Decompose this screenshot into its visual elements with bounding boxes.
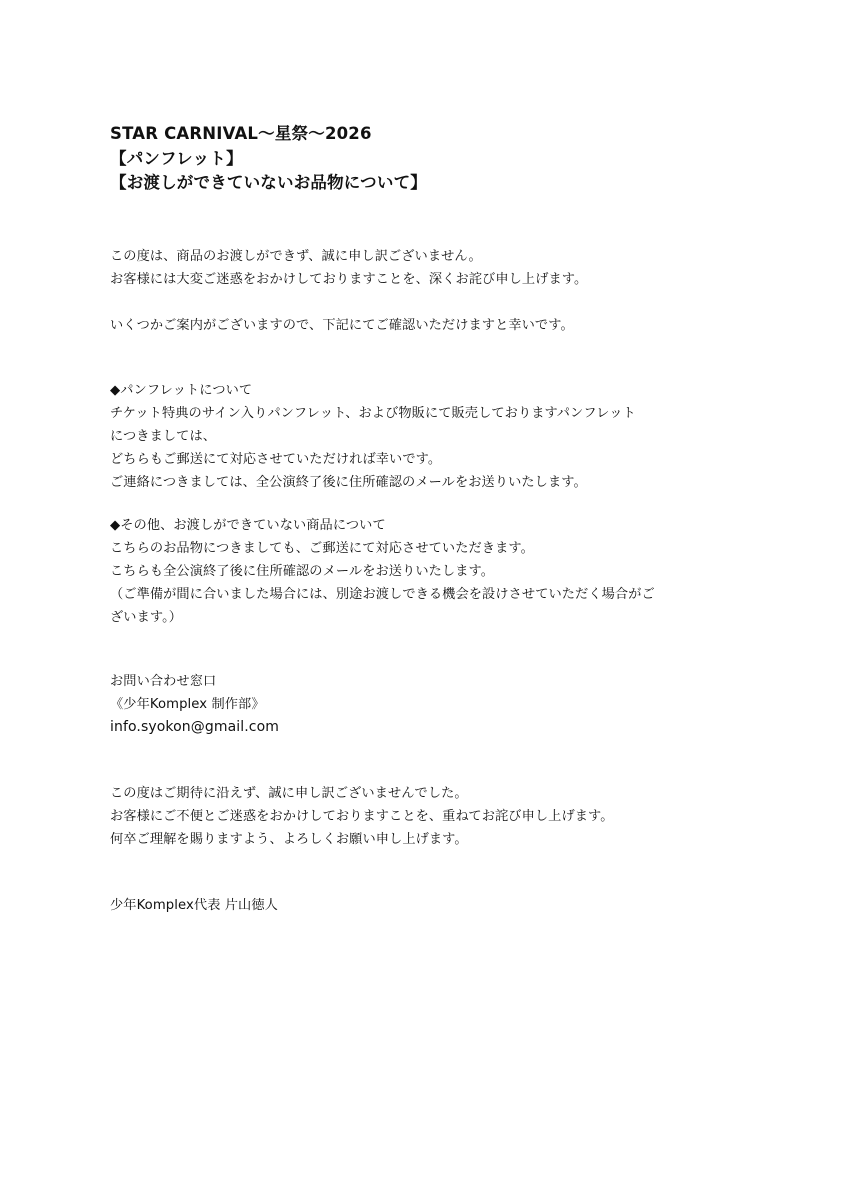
closing-line: 何卒ご理解を賜りますよう、よろしくお願い申し上げます。: [110, 832, 468, 847]
section-line: チケット特典のサイン入りパンフレット、および物販にて販売しておりますパンフレット: [110, 406, 636, 421]
section-line: どちらもご郵送にて対応させていただければ幸いです。: [110, 452, 442, 467]
section-line: ざいます。）: [110, 610, 183, 625]
closing-paragraph: [110, 782, 750, 851]
closing-line: お客様にご不便とご迷惑をおかけしておりますことを、重ねてお詫び申し上げます。: [110, 809, 614, 824]
contact-email: info.syokon@gmail.com: [110, 719, 279, 735]
signature: 少年Komplex代表 片山徳人: [110, 898, 278, 913]
intro-line: この度は、商品のお渡しができず、誠に申し訳ございません。: [110, 249, 482, 264]
intro-line: お客様には大変ご迷惑をおかけしておりますことを、深くお詫び申し上げます。: [110, 272, 588, 287]
other-items-section: [110, 514, 750, 629]
section-line: につきましては、: [110, 429, 217, 444]
guidance-line: いくつかご案内がございますので、下記にてご確認いただけますと幸いです。: [110, 318, 574, 333]
title-line-event: STAR CARNIVAL～星祭～2026: [110, 124, 372, 143]
section-heading: ◆パンフレットについて: [110, 383, 253, 398]
contact-organization: 《少年Komplex 制作部》: [110, 697, 265, 712]
intro-paragraph: [110, 245, 750, 291]
section-line: こちらも全公演終了後に住所確認のメールをお送りいたします。: [110, 564, 495, 579]
guidance-paragraph: [110, 314, 750, 337]
section-heading: ◆その他、お渡しができていない商品について: [110, 518, 386, 533]
document-title: [110, 122, 750, 196]
section-line: ご連絡につきましては、全公演終了後に住所確認のメールをお送りいたします。: [110, 475, 587, 490]
section-line: こちらのお品物につきましても、ご郵送にて対応させていただきます。: [110, 541, 534, 556]
pamphlet-section: [110, 379, 750, 494]
title-line-undelivered: 【お渡しができていないお品物について】: [110, 173, 427, 192]
signature-block: [110, 894, 750, 917]
document-page: [110, 0, 750, 1200]
section-line: （ご準備が間に合いました場合には、別途お渡しできる機会を設けさせていただく場合がご: [110, 587, 655, 602]
title-line-pamphlet: 【パンフレット】: [110, 148, 243, 168]
closing-line: この度はご期待に沿えず、誠に申し訳ございませんでした。: [110, 786, 468, 801]
contact-block: [110, 670, 750, 739]
contact-label: お問い合わせ窓口: [110, 674, 217, 689]
